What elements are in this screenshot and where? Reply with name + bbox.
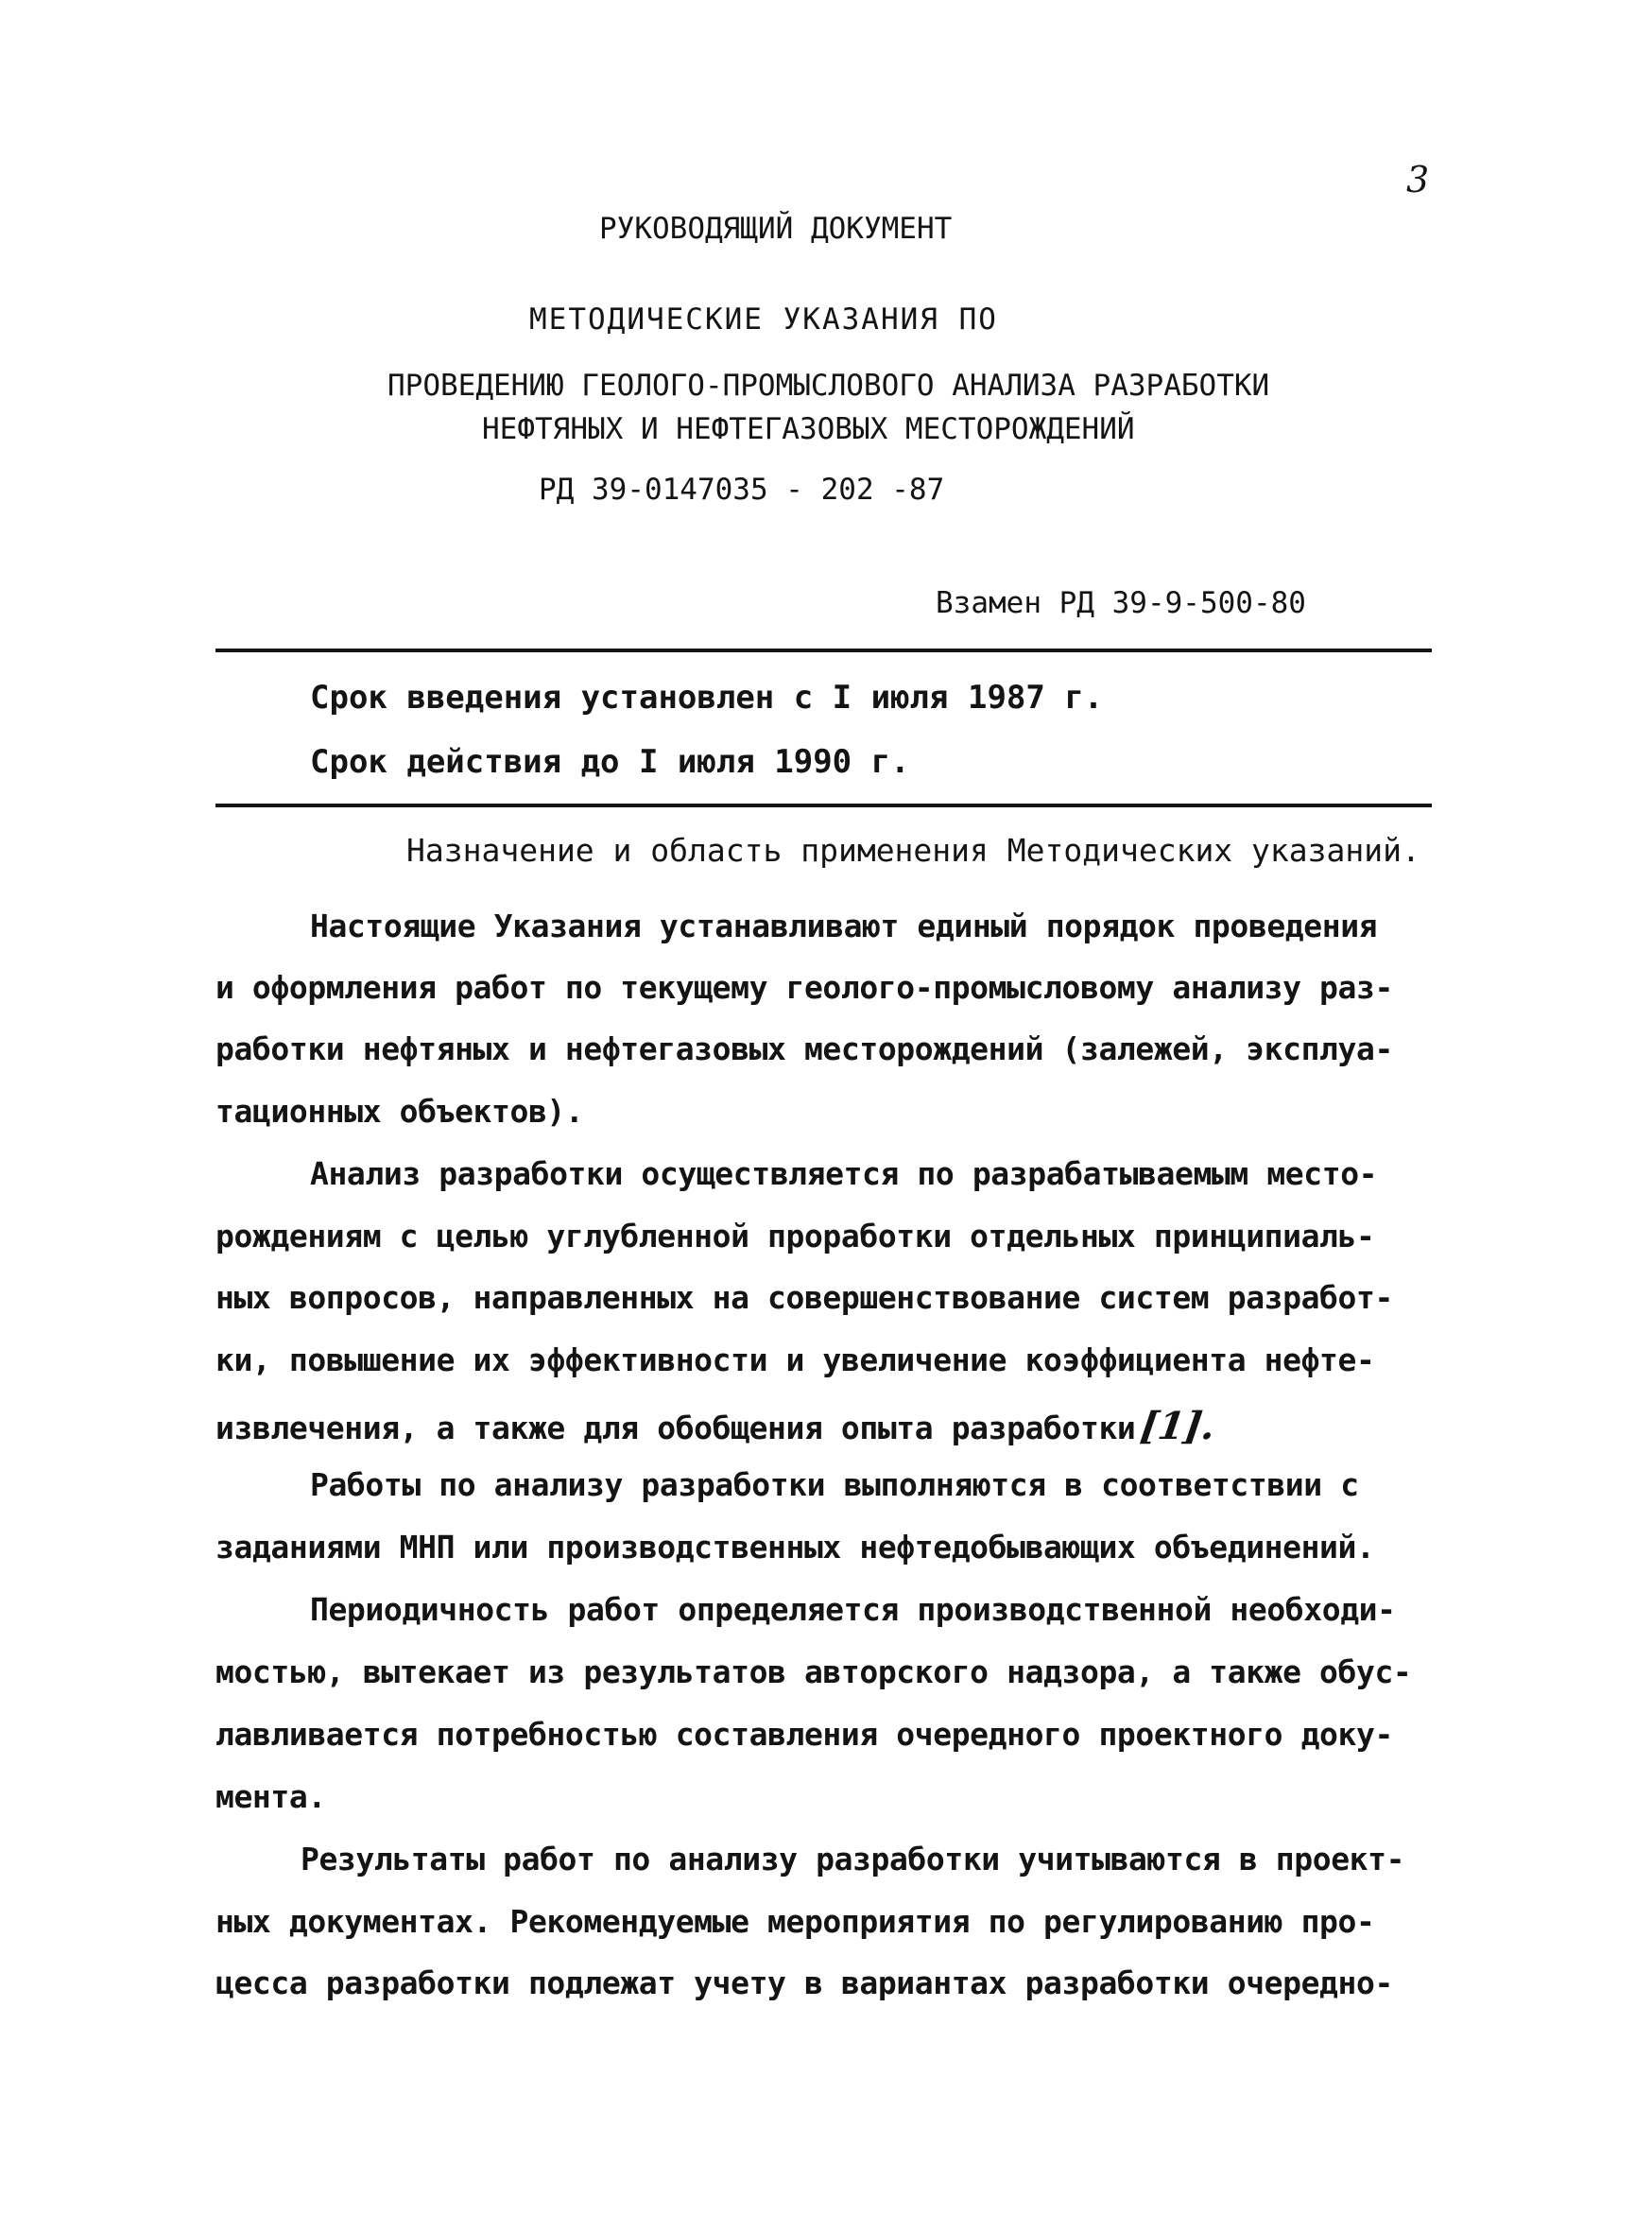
replaces-note: Взамен РД 39-9-500-80 xyxy=(936,586,1306,620)
body-line: Настоящие Указания устанавливают единый порядок проведения xyxy=(310,908,1378,944)
body-line: и оформления работ по текущему геолого-промысловому анализу раз- xyxy=(215,969,1393,1006)
body-line: тационных объектов). xyxy=(215,1093,584,1130)
valid-until: Срок действия до I июля 1990 г. xyxy=(310,743,910,781)
divider-bottom xyxy=(215,804,1432,807)
page-number: 3 xyxy=(1406,159,1430,200)
reference-mark: [1]. xyxy=(1138,1404,1218,1448)
body-line: мента. xyxy=(215,1778,326,1815)
effective-from: Срок введения установлен с I июля 1987 г. xyxy=(310,679,1104,717)
body-line: цесса разработки подлежат учету в вариантах разработки очередно- xyxy=(215,1964,1393,2001)
doc-title-line-1: ПРОВЕДЕНИЮ ГЕОЛОГО-ПРОМЫСЛОВОГО АНАЛИЗА РАЗРАБОТКИ xyxy=(387,369,1270,403)
divider-top xyxy=(215,649,1432,652)
doc-subtitle: МЕТОДИЧЕСКИЕ УКАЗАНИЯ ПО xyxy=(529,303,998,337)
body-line: мостью, вытекает из результатов авторского надзора, а также обус- xyxy=(215,1653,1412,1690)
body-line: Результаты работ по анализу разработки учитываются в проект- xyxy=(301,1841,1405,1877)
body-line: лавливается потребностью составления очередного проектного доку- xyxy=(215,1716,1393,1753)
section-title: Назначение и область применения Методических указаний. xyxy=(406,832,1420,869)
body-line: Периодичность работ определяется производственной необходи- xyxy=(310,1591,1396,1628)
body-line: заданиями МНП или производственных нефтедобывающих объединений. xyxy=(215,1529,1375,1566)
doc-type-heading: РУКОВОДЯЩИЙ ДОКУМЕНТ xyxy=(599,212,953,246)
doc-title-line-2: НЕФТЯНЫХ И НЕФТЕГАЗОВЫХ МЕСТОРОЖДЕНИЙ xyxy=(482,412,1135,446)
body-line: ных вопросов, направленных на совершенствование систем разработ- xyxy=(215,1279,1393,1316)
doc-code: РД 39-0147035 - 202 -87 xyxy=(539,473,945,507)
body-line: Работы по анализу разработки выполняются в соответствии с xyxy=(310,1466,1359,1503)
body-line: рождениям с целью углубленной проработки отдельных принципиаль- xyxy=(215,1218,1375,1254)
body-line: Анализ разработки осуществляется по разрабатываемым место- xyxy=(310,1155,1378,1192)
body-line: ки, повышение их эффективности и увеличение коэффициента нефте- xyxy=(215,1341,1375,1378)
body-line: работки нефтяных и нефтегазовых месторождений (залежей, эксплуа- xyxy=(215,1030,1393,1067)
body-line: извлечения, а также для обобщения опыта разработки[1]. xyxy=(215,1404,1218,1448)
body-line: ных документах. Рекомендуемые мероприятия по регулированию про- xyxy=(215,1903,1375,1940)
